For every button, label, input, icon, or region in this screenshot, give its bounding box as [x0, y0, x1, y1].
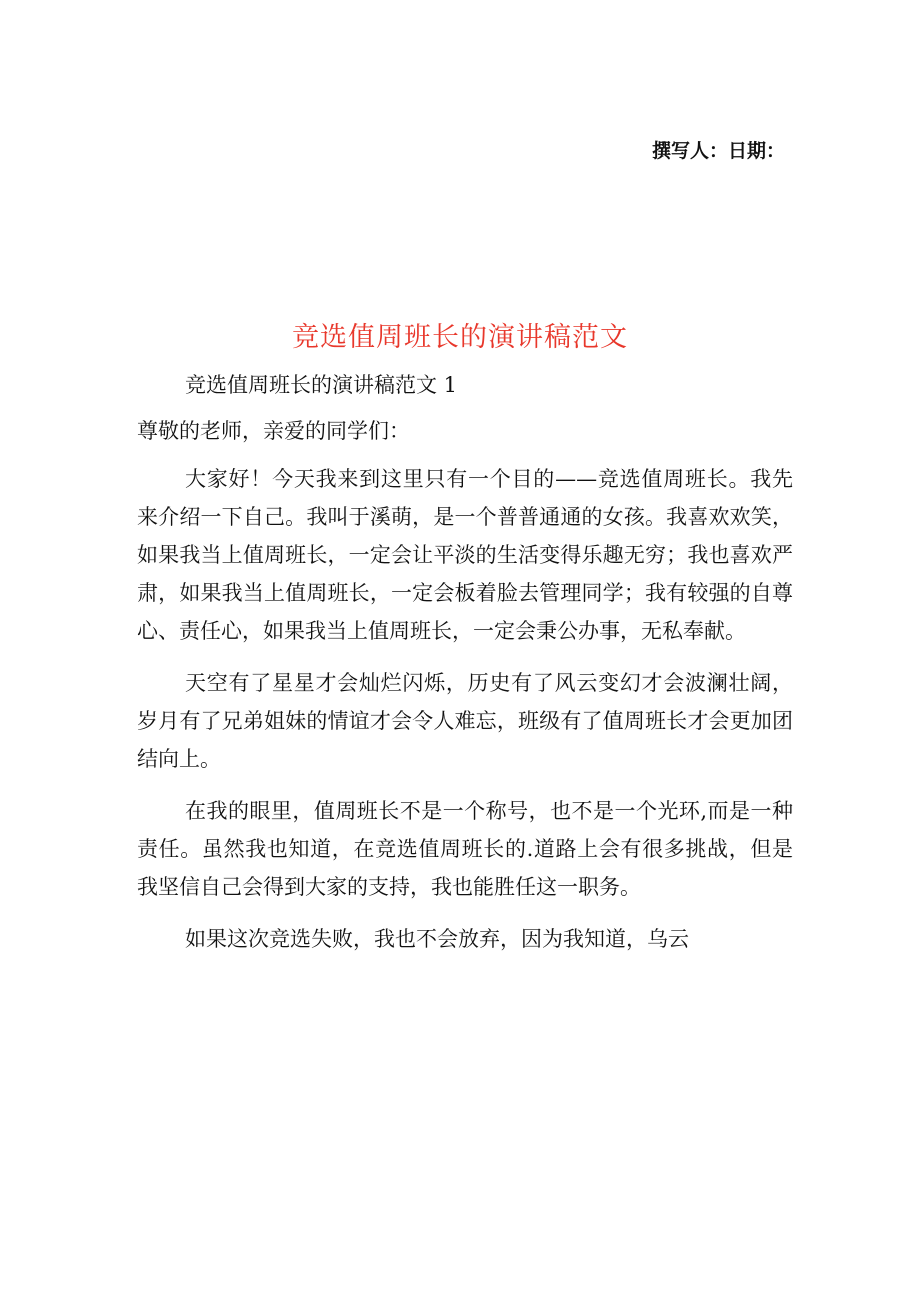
document-title: 竞选值周班长的演讲稿范文	[292, 322, 628, 353]
author-date-line: 撰写人：日期：	[652, 140, 786, 162]
paragraph: 天空有了星星才会灿烂闪烁，历史有了风云变幻才会波澜壮阔，岁月有了兄弟姐妹的情谊才会令人难忘，班级有了值周班长才会更加团结向上。	[137, 671, 793, 771]
document-body	[137, 366, 793, 972]
section-subtitle: 竞选值周班长的演讲稿范文 1	[185, 373, 458, 397]
salutation: 尊敬的老师，亲爱的同学们：	[137, 419, 410, 443]
paragraph: 大家好！今天我来到这里只有一个目的——竞选值周班长。我先来介绍一下自己。我叫于溪萌，是一个普普通通的女孩。我喜欢欢笑，如果我当上值周班长，一定会让平淡的生活变得乐趣无穷；我也喜欢严肃，如果我当上值周班长，一定会板着脸去管理同学；我有较强的自尊心、责任心，如果我当上值周班长，一定会秉公办事，无私奉献。	[137, 467, 793, 643]
paragraph: 在我的眼里，值周班长不是一个称号，也不是一个光环,而是一种责任。虽然我也知道，在竞选值周班长的.道路上会有很多挑战，但是我坚信自己会得到大家的支持，我也能胜任这一职务。	[137, 799, 793, 899]
paragraph: 如果这次竞选失败，我也不会放弃，因为我知道，乌云	[185, 927, 689, 951]
